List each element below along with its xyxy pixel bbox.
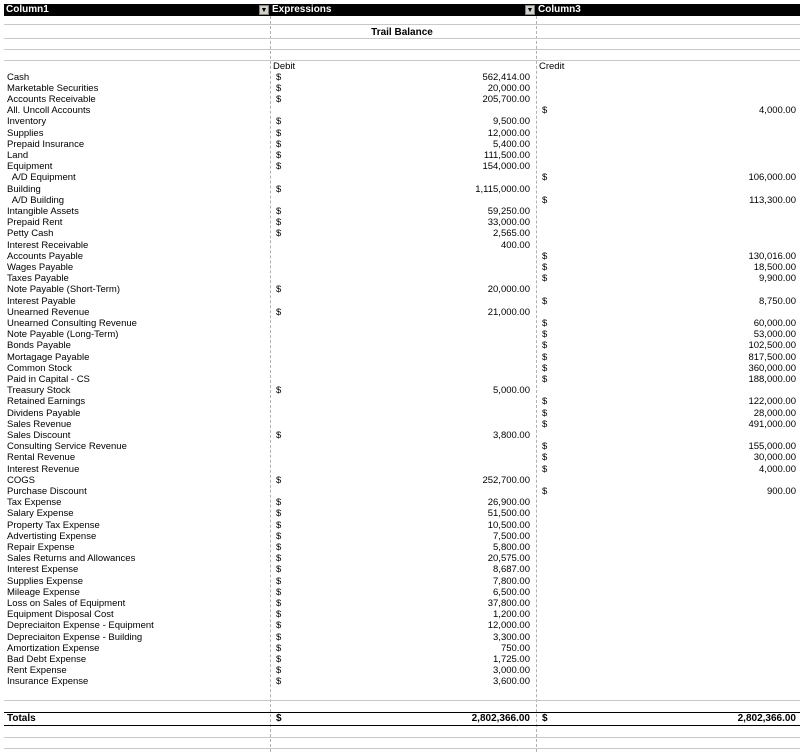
- credit-amount: 491,000.00: [748, 418, 796, 430]
- credit-amount: 817,500.00: [748, 351, 796, 363]
- debit-amount: 3,300.00: [493, 631, 530, 643]
- account-name: Building: [7, 183, 41, 195]
- account-name: Consulting Service Revenue: [7, 441, 127, 453]
- debit-currency: $: [276, 497, 282, 509]
- credit-currency: $: [542, 295, 548, 307]
- table-row[interactable]: [4, 217, 800, 228]
- table-row[interactable]: [4, 643, 800, 654]
- table-row[interactable]: [4, 531, 800, 542]
- account-name: Accounts Payable: [7, 250, 84, 262]
- account-name: Advertisting Expense: [7, 530, 97, 542]
- table-row[interactable]: [4, 195, 800, 206]
- credit-amount: 30,000.00: [753, 452, 796, 464]
- debit-currency: $: [276, 138, 282, 150]
- account-name: Amortization Expense: [7, 642, 100, 654]
- credit-amount: 188,000.00: [748, 373, 796, 385]
- table-row[interactable]: [4, 116, 800, 127]
- account-name: Interest Revenue: [7, 463, 80, 475]
- debit-currency: $: [276, 530, 282, 542]
- table-row[interactable]: [4, 665, 800, 676]
- table-header: [4, 4, 800, 16]
- credit-currency: $: [542, 172, 548, 184]
- totals-debit: 2,802,366.00: [471, 713, 530, 724]
- debit-amount: 8,687.00: [493, 564, 530, 576]
- account-name: Note Payable (Short-Term): [7, 284, 120, 296]
- credit-amount: 106,000.00: [748, 172, 796, 184]
- credit-currency: $: [542, 485, 548, 497]
- account-name: Unearned Consulting Revenue: [7, 317, 137, 329]
- debit-currency: $: [276, 93, 282, 105]
- debit-amount: 1,725.00: [493, 653, 530, 665]
- credit-amount: 4,000.00: [759, 463, 796, 475]
- account-name: Accounts Receivable: [7, 93, 96, 105]
- debit-amount: 12,000.00: [487, 127, 530, 139]
- account-name: Land: [7, 149, 29, 161]
- debit-amount: 20,000.00: [487, 284, 530, 296]
- debit-currency: $: [276, 665, 282, 677]
- debit-amount: 20,575.00: [487, 553, 530, 565]
- table-row[interactable]: [4, 452, 800, 463]
- debit-currency: $: [276, 564, 282, 576]
- table-row[interactable]: [4, 632, 800, 643]
- table-row[interactable]: [4, 105, 800, 116]
- column3-header[interactable]: [536, 4, 800, 16]
- debit-amount: 20,000.00: [487, 82, 530, 94]
- account-name: Dividens Payable: [7, 407, 81, 419]
- account-name: Wages Payable: [7, 261, 74, 273]
- debit-currency: $: [276, 620, 282, 632]
- expressions-filter-dropdown-icon[interactable]: ▼: [526, 7, 534, 14]
- column1-header[interactable]: [4, 4, 270, 16]
- table-row[interactable]: [4, 72, 800, 83]
- table-row[interactable]: [4, 340, 800, 351]
- table-row[interactable]: [4, 172, 800, 183]
- column3-header-label: Column3: [538, 4, 581, 15]
- account-name: Intangible Assets: [7, 205, 79, 217]
- debit-amount: 7,800.00: [493, 575, 530, 587]
- credit-amount: 53,000.00: [753, 329, 796, 341]
- account-name: Sales Revenue: [7, 418, 72, 430]
- debit-currency: $: [276, 306, 282, 318]
- grid-line: [4, 737, 800, 738]
- debit-amount: 37,800.00: [487, 597, 530, 609]
- credit-amount: 155,000.00: [748, 441, 796, 453]
- table-row[interactable]: [4, 486, 800, 497]
- table-row[interactable]: [4, 307, 800, 318]
- debit-amount: 33,000.00: [487, 217, 530, 229]
- table-row[interactable]: [4, 240, 800, 251]
- table-row[interactable]: [4, 520, 800, 531]
- credit-label: Credit: [539, 61, 565, 72]
- account-name: Bonds Payable: [7, 340, 71, 352]
- account-name: Treasury Stock: [7, 385, 71, 397]
- table-row[interactable]: [4, 576, 800, 587]
- debit-currency: $: [276, 228, 282, 240]
- table-row[interactable]: [4, 318, 800, 329]
- grid-line: [4, 700, 800, 701]
- debit-amount: 9,500.00: [493, 116, 530, 128]
- debit-amount: 6,500.00: [493, 586, 530, 598]
- debit-amount: 111,500.00: [483, 149, 530, 161]
- debit-currency: $: [276, 385, 282, 397]
- debit-currency: $: [276, 149, 282, 161]
- credit-currency: $: [542, 396, 548, 408]
- table-row[interactable]: [4, 396, 800, 407]
- debit-currency: $: [276, 284, 282, 296]
- debit-amount: 1,115,000.00: [475, 183, 530, 195]
- table-row[interactable]: [4, 598, 800, 609]
- account-name: Salary Expense: [7, 508, 74, 520]
- account-name: Mortagage Payable: [7, 351, 90, 363]
- debit-amount: 10,500.00: [487, 519, 530, 531]
- debit-currency: $: [276, 553, 282, 565]
- debit-currency: $: [276, 609, 282, 621]
- account-name: Retained Earnings: [7, 396, 86, 408]
- debit-currency: $: [276, 116, 282, 128]
- debit-currency: $: [276, 161, 282, 173]
- debit-amount: 5,800.00: [493, 541, 530, 553]
- debit-amount: 12,000.00: [487, 620, 530, 632]
- table-row[interactable]: [4, 296, 800, 307]
- credit-amount: 122,000.00: [748, 396, 796, 408]
- debit-amount: 2,565.00: [493, 228, 530, 240]
- debit-currency: $: [276, 642, 282, 654]
- expressions-header[interactable]: [270, 4, 536, 16]
- debit-amount: 3,800.00: [493, 429, 530, 441]
- credit-amount: 4,000.00: [759, 105, 796, 117]
- credit-currency: $: [542, 463, 548, 475]
- table-row[interactable]: [4, 430, 800, 441]
- account-name: Equipment: [7, 161, 53, 173]
- debit-amount: 750.00: [500, 642, 530, 654]
- debit-amount: 21,000.00: [487, 306, 530, 318]
- table-row[interactable]: [4, 262, 800, 273]
- debit-currency: $: [276, 653, 282, 665]
- account-name: Taxes Payable: [7, 273, 69, 285]
- account-name: Sales Returns and Allowances: [7, 553, 136, 565]
- table-row[interactable]: [4, 139, 800, 150]
- credit-currency: $: [542, 340, 548, 352]
- account-name: Interest Expense: [7, 564, 79, 576]
- credit-amount: 8,750.00: [759, 295, 796, 307]
- debit-currency: $: [276, 82, 282, 94]
- grid-line: [4, 24, 800, 25]
- account-name: Property Tax Expense: [7, 519, 100, 531]
- account-name: Petty Cash: [7, 228, 54, 240]
- account-name: Common Stock: [7, 362, 72, 374]
- debit-amount: 51,500.00: [487, 508, 530, 520]
- account-name: Purchase Discount: [7, 485, 87, 497]
- table-row[interactable]: [4, 184, 800, 195]
- credit-currency: $: [542, 261, 548, 273]
- debit-amount: 205,700.00: [482, 93, 530, 105]
- table-row[interactable]: [4, 654, 800, 665]
- credit-amount: 60,000.00: [753, 317, 796, 329]
- table-row[interactable]: [4, 374, 800, 385]
- debit-currency: $: [276, 676, 282, 688]
- table-row[interactable]: [4, 284, 800, 295]
- credit-amount: 130,016.00: [748, 250, 796, 262]
- account-name: Loss on Sales of Equipment: [7, 597, 126, 609]
- debit-currency: $: [276, 586, 282, 598]
- account-name: A/D Building: [7, 194, 65, 206]
- account-name: Sales Discount: [7, 429, 71, 441]
- debit-currency: $: [276, 541, 282, 553]
- totals-label: Totals: [7, 713, 36, 724]
- debit-currency: $: [276, 631, 282, 643]
- credit-currency: $: [542, 452, 548, 464]
- table-row[interactable]: [4, 609, 800, 620]
- debit-currency: $: [276, 217, 282, 229]
- credit-amount: 360,000.00: [748, 362, 796, 374]
- debit-amount: 26,900.00: [487, 497, 530, 509]
- totals-debit-currency: $: [276, 713, 282, 724]
- debit-amount: 400.00: [500, 239, 530, 251]
- credit-amount: 28,000.00: [753, 407, 796, 419]
- account-name: Paid in Capital - CS: [7, 373, 90, 385]
- debit-amount: 562,414.00: [482, 71, 530, 83]
- credit-currency: $: [542, 329, 548, 341]
- account-name: Depreciaiton Expense - Building: [7, 631, 143, 643]
- table-row[interactable]: [4, 385, 800, 396]
- table-row[interactable]: [4, 676, 800, 687]
- table-row[interactable]: [4, 620, 800, 631]
- table-row[interactable]: [4, 228, 800, 239]
- table-row[interactable]: [4, 475, 800, 486]
- table-row[interactable]: [4, 441, 800, 452]
- debit-currency: $: [276, 519, 282, 531]
- table-row[interactable]: [4, 273, 800, 284]
- table-row[interactable]: [4, 94, 800, 105]
- debit-currency: $: [276, 429, 282, 441]
- debit-amount: 3,000.00: [493, 665, 530, 677]
- debit-currency: $: [276, 183, 282, 195]
- table-row[interactable]: [4, 564, 800, 575]
- credit-currency: $: [542, 441, 548, 453]
- credit-amount: 113,300.00: [749, 194, 796, 206]
- debit-amount: 5,000.00: [493, 385, 530, 397]
- debit-amount: 7,500.00: [493, 530, 530, 542]
- account-name: Repair Expense: [7, 541, 75, 553]
- totals-credit-currency: $: [542, 713, 548, 724]
- credit-amount: 102,500.00: [748, 340, 796, 352]
- debit-amount: 252,700.00: [482, 474, 530, 486]
- account-name: Note Payable (Long-Term): [7, 329, 119, 341]
- sheet-title: Trail Balance: [371, 27, 433, 38]
- table-row[interactable]: [4, 83, 800, 94]
- table-row[interactable]: [4, 497, 800, 508]
- table-row[interactable]: [4, 464, 800, 475]
- grid-line: [4, 49, 800, 50]
- account-name: Interest Payable: [7, 295, 76, 307]
- credit-currency: $: [542, 250, 548, 262]
- debit-amount: 154,000.00: [482, 161, 530, 173]
- account-name: A/D Equipment: [7, 172, 76, 184]
- table-row[interactable]: [4, 329, 800, 340]
- debit-currency: $: [276, 508, 282, 520]
- account-name: Mileage Expense: [7, 586, 80, 598]
- table-row[interactable]: [4, 128, 800, 139]
- totals-credit: 2,802,366.00: [737, 713, 796, 724]
- account-name: Supplies: [7, 127, 44, 139]
- table-row[interactable]: [4, 553, 800, 564]
- account-name: Insurance Expense: [7, 676, 89, 688]
- table-row[interactable]: [4, 352, 800, 363]
- grid-line: [4, 60, 800, 61]
- credit-currency: $: [542, 273, 548, 285]
- account-name: Interest Receivable: [7, 239, 89, 251]
- account-name: Prepaid Rent: [7, 217, 63, 229]
- account-name: Prepaid Insurance: [7, 138, 85, 150]
- credit-amount: 900.00: [766, 485, 796, 497]
- debit-currency: $: [276, 71, 282, 83]
- table-row[interactable]: [4, 508, 800, 519]
- account-name: COGS: [7, 474, 35, 486]
- account-name: All. Uncoll Accounts: [7, 105, 91, 117]
- account-name: Marketable Securities: [7, 82, 99, 94]
- credit-amount: 18,500.00: [753, 261, 796, 273]
- credit-currency: $: [542, 418, 548, 430]
- debit-amount: 5,400.00: [493, 138, 530, 150]
- totals-row: [4, 712, 800, 726]
- table-row[interactable]: [4, 363, 800, 374]
- grid-line: [4, 38, 800, 39]
- account-name: Unearned Revenue: [7, 306, 90, 318]
- credit-currency: $: [542, 351, 548, 363]
- credit-currency: $: [542, 362, 548, 374]
- debit-label: Debit: [273, 61, 296, 72]
- debit-amount: 59,250.00: [487, 205, 530, 217]
- debit-amount: 3,600.00: [493, 676, 530, 688]
- expressions-header-label: Expressions: [272, 4, 332, 15]
- account-name: Cash: [7, 71, 30, 83]
- account-name: Bad Debt Expense: [7, 653, 87, 665]
- table-row[interactable]: [4, 542, 800, 553]
- credit-currency: $: [542, 317, 548, 329]
- column1-filter-dropdown-icon[interactable]: ▼: [260, 7, 268, 14]
- account-name: Inventory: [7, 116, 47, 128]
- account-name: Rental Revenue: [7, 452, 76, 464]
- account-name: Rent Expense: [7, 665, 67, 677]
- account-name: Equipment Disposal Cost: [7, 609, 114, 621]
- debit-currency: $: [276, 597, 282, 609]
- table-row[interactable]: [4, 150, 800, 161]
- table-row[interactable]: [4, 408, 800, 419]
- debit-amount: 1,200.00: [493, 609, 530, 621]
- column1-header-label: Column1: [6, 4, 49, 15]
- debit-currency: $: [276, 127, 282, 139]
- table-row[interactable]: [4, 419, 800, 430]
- table-row[interactable]: [4, 587, 800, 598]
- account-name: Supplies Expense: [7, 575, 84, 587]
- grid-line: [4, 748, 800, 749]
- table-row[interactable]: [4, 161, 800, 172]
- credit-amount: 9,900.00: [759, 273, 796, 285]
- debit-currency: $: [276, 474, 282, 486]
- table-row[interactable]: [4, 251, 800, 262]
- debit-currency: $: [276, 575, 282, 587]
- account-name: Tax Expense: [7, 497, 62, 509]
- account-name: Depreciaiton Expense - Equipment: [7, 620, 154, 632]
- credit-currency: $: [542, 407, 548, 419]
- credit-currency: $: [542, 373, 548, 385]
- credit-currency: $: [542, 194, 548, 206]
- debit-currency: $: [276, 205, 282, 217]
- table-row[interactable]: [4, 206, 800, 217]
- credit-currency: $: [542, 105, 548, 117]
